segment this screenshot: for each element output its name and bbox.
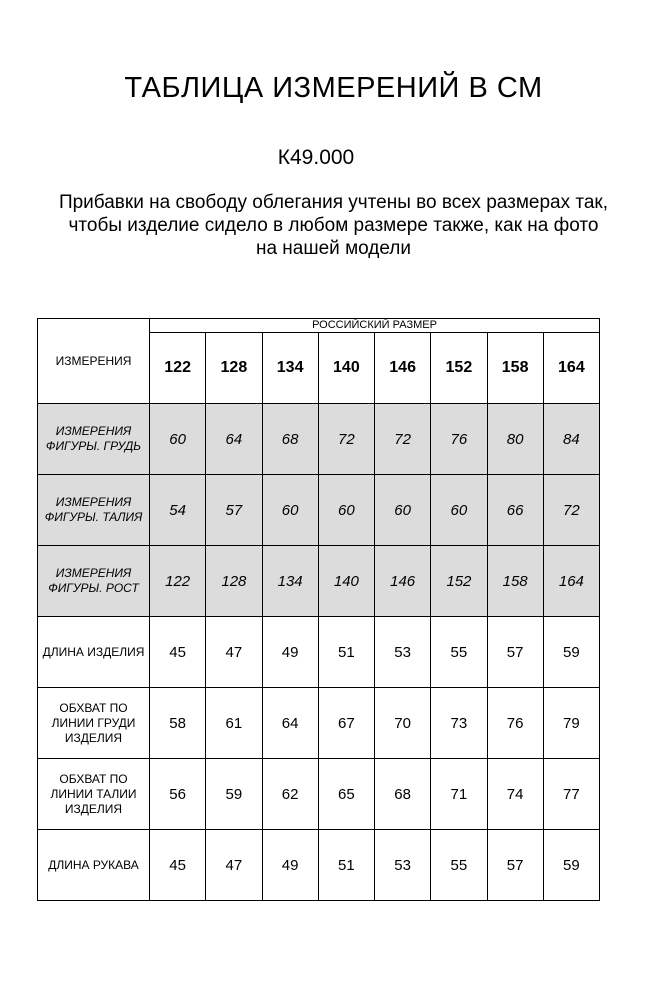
row-label xyxy=(38,404,150,475)
row-label-line: ИЗДЕЛИЯ xyxy=(64,801,123,816)
size-table xyxy=(37,318,600,901)
table-cell: 64 xyxy=(206,404,262,475)
table-row xyxy=(38,404,600,475)
row-label-line: ФИГУРЫ. РОСТ xyxy=(48,581,139,595)
table-cell: 57 xyxy=(487,617,543,688)
table-cell: 60 xyxy=(150,404,206,475)
table-cell: 56 xyxy=(150,759,206,830)
table-cell: 51 xyxy=(318,617,374,688)
article-number: К49.000 xyxy=(277,146,355,169)
row-label xyxy=(38,688,150,759)
table-row xyxy=(38,475,600,546)
table-cell: 45 xyxy=(150,617,206,688)
row-label-line: ИЗДЕЛИЯ xyxy=(64,730,123,745)
table-cell: 68 xyxy=(262,404,318,475)
row-label-line: ФИГУРЫ. ТАЛИЯ xyxy=(44,510,143,524)
row-label-line: ЛИНИИ ТАЛИИ xyxy=(50,786,137,801)
table-cell: 158 xyxy=(487,546,543,617)
table-cell: 122 xyxy=(150,546,206,617)
table-cell: 73 xyxy=(431,688,487,759)
table-cell: 45 xyxy=(150,830,206,901)
row-label xyxy=(38,617,150,688)
table-cell: 62 xyxy=(262,759,318,830)
row-label xyxy=(38,475,150,546)
table-row xyxy=(38,830,600,901)
row-label-line: ДЛИНА ИЗДЕЛИЯ xyxy=(42,644,145,659)
table-cell: 55 xyxy=(431,617,487,688)
table-cell: 146 xyxy=(375,546,431,617)
fit-note-line: чтобы изделие сидело в любом размере также, как на фото xyxy=(68,215,599,236)
table-cell: 57 xyxy=(487,830,543,901)
table-cell: 74 xyxy=(487,759,543,830)
table-cell: 61 xyxy=(206,688,262,759)
table-cell: 79 xyxy=(543,688,599,759)
table-cell: 57 xyxy=(206,475,262,546)
table-cell: 59 xyxy=(206,759,262,830)
fit-note xyxy=(20,191,647,260)
row-label-line: ДЛИНА РУКАВА xyxy=(48,857,139,872)
size-header-cell: 122 xyxy=(150,333,206,404)
size-group-header: РОССИЙСКИЙ РАЗМЕР xyxy=(150,319,600,333)
fit-note-line: на нашей модели xyxy=(255,238,412,259)
table-cell: 68 xyxy=(375,759,431,830)
row-label-line: ИЗМЕРЕНИЯ xyxy=(55,566,132,580)
table-cell: 72 xyxy=(375,404,431,475)
table-cell: 49 xyxy=(262,830,318,901)
table-cell: 72 xyxy=(318,404,374,475)
row-label-line: ЛИНИИ ГРУДИ xyxy=(51,715,136,730)
table-cell: 128 xyxy=(206,546,262,617)
table-cell: 49 xyxy=(262,617,318,688)
table-cell: 134 xyxy=(262,546,318,617)
row-label-line: ОБХВАТ ПО xyxy=(59,700,128,715)
table-cell: 58 xyxy=(150,688,206,759)
size-header-cell: 146 xyxy=(375,333,431,404)
table-row xyxy=(38,546,600,617)
size-header-cell: 164 xyxy=(543,333,599,404)
size-header-cell: 158 xyxy=(487,333,543,404)
table-row xyxy=(38,759,600,830)
row-label-line: ФИГУРЫ. ГРУДЬ xyxy=(45,439,142,453)
table-row xyxy=(38,688,600,759)
table-cell: 47 xyxy=(206,830,262,901)
table-cell: 152 xyxy=(431,546,487,617)
table-cell: 76 xyxy=(487,688,543,759)
table-cell: 54 xyxy=(150,475,206,546)
size-header-cell: 152 xyxy=(431,333,487,404)
size-header-cell: 128 xyxy=(206,333,262,404)
table-cell: 60 xyxy=(375,475,431,546)
table-cell: 60 xyxy=(318,475,374,546)
table-cell: 60 xyxy=(431,475,487,546)
table-cell: 84 xyxy=(543,404,599,475)
table-cell: 77 xyxy=(543,759,599,830)
row-label-line: ИЗМЕРЕНИЯ xyxy=(55,495,132,509)
table-cell: 65 xyxy=(318,759,374,830)
table-cell: 53 xyxy=(375,830,431,901)
fit-note-line: Прибавки на свободу облегания учтены во всех размерах так, xyxy=(58,192,609,213)
table-cell: 67 xyxy=(318,688,374,759)
table-cell: 70 xyxy=(375,688,431,759)
table-cell: 59 xyxy=(543,617,599,688)
table-cell: 164 xyxy=(543,546,599,617)
table-cell: 140 xyxy=(318,546,374,617)
page-title: ТАБЛИЦА ИЗМЕРЕНИЙ В СМ xyxy=(124,72,543,104)
table-cell: 53 xyxy=(375,617,431,688)
row-label xyxy=(38,759,150,830)
table-cell: 80 xyxy=(487,404,543,475)
size-header-cell: 140 xyxy=(318,333,374,404)
row-label-line: ОБХВАТ ПО xyxy=(59,771,128,786)
table-cell: 60 xyxy=(262,475,318,546)
table-cell: 64 xyxy=(262,688,318,759)
table-cell: 76 xyxy=(431,404,487,475)
table-cell: 72 xyxy=(543,475,599,546)
table-cell: 47 xyxy=(206,617,262,688)
table-cell: 55 xyxy=(431,830,487,901)
table-row xyxy=(38,617,600,688)
row-label xyxy=(38,546,150,617)
corner-header: ИЗМЕРЕНИЯ xyxy=(38,319,150,404)
row-label xyxy=(38,830,150,901)
table-cell: 59 xyxy=(543,830,599,901)
row-label-line: ИЗМЕРЕНИЯ xyxy=(55,424,132,438)
table-cell: 71 xyxy=(431,759,487,830)
size-header-cell: 134 xyxy=(262,333,318,404)
table-cell: 66 xyxy=(487,475,543,546)
table-cell: 51 xyxy=(318,830,374,901)
